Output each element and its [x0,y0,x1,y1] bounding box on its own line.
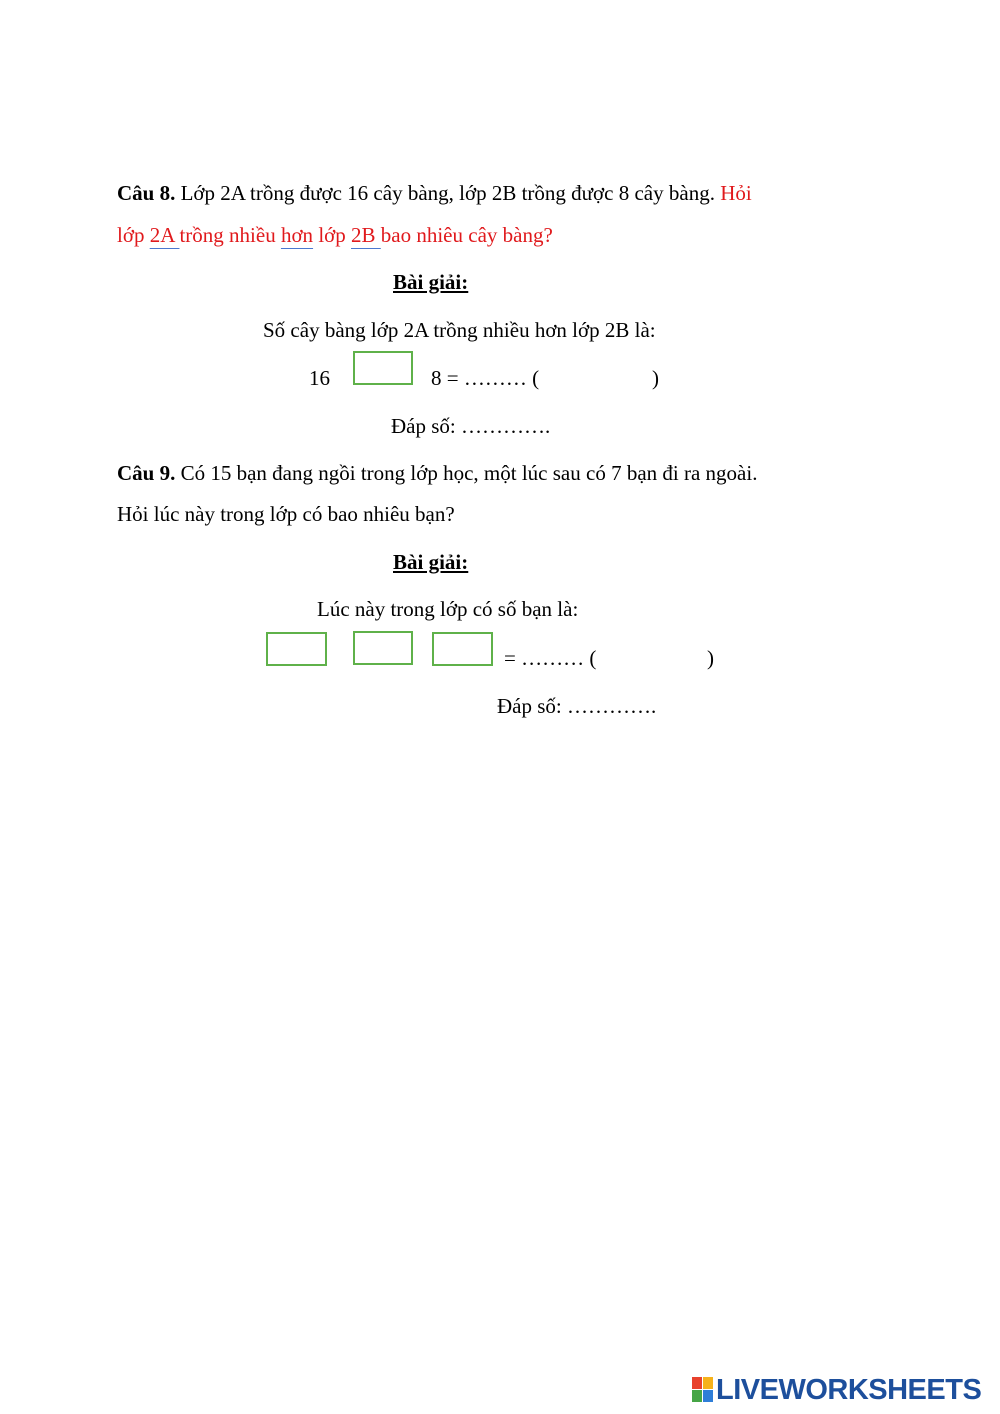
q8-text: Lớp 2A trồng được 16 cây bàng, lớp 2B trồng được 8 cây bàng. [175,181,721,205]
q8-line2-word: bao nhiêu cây bàng? [380,223,553,247]
q9-number-box-2[interactable] [432,632,493,666]
q9-operator-box[interactable] [353,631,413,665]
q9-number-box-1[interactable] [266,632,327,666]
brand-name: LIVEWORKSHEETS [716,1373,982,1406]
q8-line2-word: 2A [149,223,180,247]
q9-solution-heading: Bài giải: [393,550,469,574]
q8-answer: Đáp số: …………. [391,414,551,438]
q8-line2-word: hơn [280,223,314,247]
q8-line2-word: 2B [351,223,381,247]
q8-line2-word: lớp [313,223,352,247]
q8-solution-heading: Bài giải: [393,270,469,294]
q8-eq-left: 16 [309,366,330,390]
q9-eq-close: ) [707,646,714,670]
q8-line2-word: trồng nhiều [179,223,281,247]
q9-eq-right: = ……… ( [504,646,597,670]
q9-line2: Hỏi lúc này trong lớp có bao nhiêu bạn? [117,502,455,526]
q8-line2-word: lớp [117,223,150,247]
q8-question-start: Hỏi [720,181,752,205]
q9-answer: Đáp số: …………. [497,694,657,718]
q8-line2 [117,225,553,246]
q8-eq-right: 8 = ……… ( [431,366,540,390]
q8-statement: Số cây bàng lớp 2A trồng nhiều hơn lớp 2B là: [263,318,656,342]
q9-label: Câu 9. [117,461,176,485]
q9-line1 [117,463,757,484]
q8-eq-close: ) [652,366,659,390]
q8-label: Câu 8. [117,181,176,205]
q9-text: Có 15 bạn đang ngồi trong lớp học, một lúc sau có 7 bạn đi ra ngoài. [175,461,758,485]
liveworksheets-logo-icon [692,1377,714,1403]
q8-line1 [117,183,752,204]
q8-operator-box[interactable] [353,351,413,385]
liveworksheets-logo [692,1374,981,1406]
q9-statement: Lúc này trong lớp có số bạn là: [317,597,579,621]
